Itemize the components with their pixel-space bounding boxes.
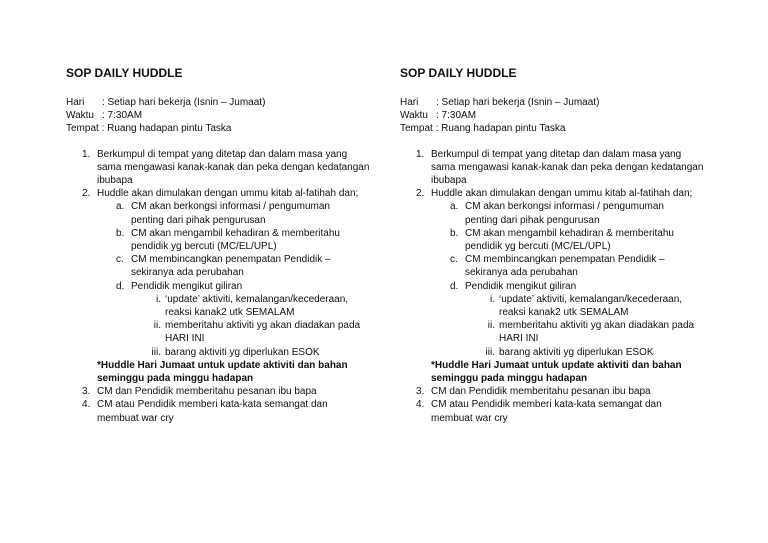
meta-block bbox=[400, 96, 730, 136]
note-line: seminggu pada minggu hadapan bbox=[97, 373, 254, 385]
item-line: penting dari pihak pengurusan bbox=[465, 214, 600, 226]
item-number: a. bbox=[450, 201, 459, 213]
meta-value: : 7:30AM bbox=[102, 110, 143, 122]
note-line: *Huddle Hari Jumaat untuk update aktiviti dan bahan bbox=[431, 359, 682, 371]
friday-note bbox=[400, 359, 730, 385]
list-item bbox=[66, 319, 396, 345]
item-line: CM membincangkan penempatan Pendidik – bbox=[131, 254, 331, 266]
document-title: SOP DAILY HUDDLE bbox=[400, 66, 517, 80]
meta-row-hari bbox=[66, 96, 396, 109]
item-line: Berkumpul di tempat yang ditetap dan dalam masa yang bbox=[431, 148, 682, 160]
meta-value: : Ruang hadapan pintu Taska bbox=[435, 123, 566, 135]
item-line: ‘update’ aktiviti, kemalangan/kecederaan, bbox=[499, 293, 683, 305]
item-line: sekiranya ada perubahan bbox=[131, 267, 244, 279]
item-line: reaksi kanak2 utk SEMALAM bbox=[499, 307, 629, 319]
item-line: Huddle akan dimulakan dengan ummu kitab al-fatihah dan; bbox=[97, 188, 359, 200]
item-line: CM akan berkongsi informasi / pengumuman bbox=[465, 201, 664, 213]
item-number: 2. bbox=[82, 188, 91, 200]
item-number: 3. bbox=[416, 386, 425, 398]
item-number: i. bbox=[490, 293, 495, 305]
item-line: penting dari pihak pengurusan bbox=[131, 214, 266, 226]
item-number: iii. bbox=[151, 346, 161, 358]
item-line: memberitahu aktiviti yg akan diadakan pada bbox=[499, 320, 695, 332]
item-number: a. bbox=[116, 201, 125, 213]
item-line: ibubapa bbox=[431, 175, 467, 187]
item-number: i. bbox=[156, 293, 161, 305]
list-item bbox=[66, 253, 396, 279]
item-number: 1. bbox=[82, 148, 91, 160]
sop-document-left bbox=[66, 66, 396, 425]
item-number: b. bbox=[450, 227, 459, 239]
list-item bbox=[66, 227, 396, 253]
item-number: 3. bbox=[82, 386, 91, 398]
document-title: SOP DAILY HUDDLE bbox=[66, 66, 183, 80]
list-item bbox=[66, 398, 396, 424]
note-line: seminggu pada minggu hadapan bbox=[431, 373, 588, 385]
sop-document-right bbox=[400, 66, 730, 425]
list-item bbox=[400, 293, 730, 319]
list-item bbox=[66, 187, 396, 200]
item-line: CM atau Pendidik memberi kata-kata semangat dan bbox=[97, 399, 328, 411]
item-line: sama mengawasi kanak-kanak dan peka dengan kedatangan bbox=[431, 161, 704, 173]
item-line: Pendidik mengikut giliran bbox=[131, 280, 243, 292]
item-line: CM dan Pendidik memberitahu pesanan ibu bapa bbox=[431, 386, 651, 398]
item-line: CM membincangkan penempatan Pendidik – bbox=[465, 254, 665, 266]
list-item bbox=[400, 200, 730, 226]
item-line: Pendidik mengikut giliran bbox=[465, 280, 577, 292]
item-line: CM atau Pendidik memberi kata-kata semangat dan bbox=[431, 399, 662, 411]
list-item bbox=[400, 148, 730, 188]
list-item bbox=[66, 293, 396, 319]
item-number: ii. bbox=[153, 320, 161, 332]
list-item bbox=[400, 319, 730, 345]
list-item bbox=[400, 253, 730, 279]
list-item bbox=[400, 346, 730, 359]
list-item bbox=[66, 346, 396, 359]
item-number: iii. bbox=[485, 346, 495, 358]
item-line: HARI INI bbox=[499, 333, 539, 345]
list-item bbox=[400, 385, 730, 398]
list-item bbox=[400, 187, 730, 200]
item-number: ii. bbox=[487, 320, 495, 332]
item-line: memberitahu aktiviti yg akan diadakan pada bbox=[165, 320, 361, 332]
meta-label: Hari bbox=[66, 97, 85, 108]
meta-label: Waktu bbox=[66, 110, 94, 122]
item-number: 4. bbox=[82, 399, 91, 411]
list-item bbox=[66, 200, 396, 226]
item-line: CM akan mengambil kehadiran & memberitahu bbox=[131, 227, 340, 239]
item-line: barang aktiviti yg diperlukan ESOK bbox=[499, 346, 654, 358]
item-number: c. bbox=[116, 254, 124, 266]
item-number: 2. bbox=[416, 188, 425, 200]
item-line: sekiranya ada perubahan bbox=[465, 267, 578, 279]
list-item bbox=[66, 385, 396, 398]
item-number: d. bbox=[116, 280, 125, 292]
procedure-list bbox=[66, 148, 396, 425]
item-number: 4. bbox=[416, 399, 425, 411]
item-number: 1. bbox=[416, 148, 425, 160]
procedure-list bbox=[400, 148, 730, 425]
meta-row-waktu bbox=[66, 109, 396, 122]
item-line: CM akan mengambil kehadiran & memberitahu bbox=[465, 227, 674, 239]
item-line: CM akan berkongsi informasi / pengumuman bbox=[131, 201, 330, 213]
item-line: HARI INI bbox=[165, 333, 205, 345]
item-line: Berkumpul di tempat yang ditetap dan dalam masa yang bbox=[97, 148, 348, 160]
meta-value: : Setiap hari bekerja (Isnin – Jumaat) bbox=[436, 97, 600, 108]
meta-label: Tempat bbox=[66, 123, 99, 135]
meta-value: : Setiap hari bekerja (Isnin – Jumaat) bbox=[102, 97, 266, 108]
item-line: ‘update’ aktiviti, kemalangan/kecederaan, bbox=[165, 293, 349, 305]
item-line: barang aktiviti yg diperlukan ESOK bbox=[165, 346, 320, 358]
note-line: *Huddle Hari Jumaat untuk update aktiviti dan bahan bbox=[97, 359, 348, 371]
meta-row-tempat bbox=[400, 122, 730, 135]
list-item bbox=[400, 398, 730, 424]
item-line: Huddle akan dimulakan dengan ummu kitab al-fatihah dan; bbox=[431, 188, 693, 200]
item-line: sama mengawasi kanak-kanak dan peka dengan kedatangan bbox=[97, 161, 370, 173]
meta-row-hari bbox=[400, 96, 730, 109]
item-line: reaksi kanak2 utk SEMALAM bbox=[165, 307, 295, 319]
meta-row-waktu bbox=[400, 109, 730, 122]
meta-value: : 7:30AM bbox=[436, 110, 477, 122]
item-number: c. bbox=[450, 254, 458, 266]
list-item bbox=[400, 280, 730, 293]
list-item bbox=[400, 227, 730, 253]
item-line: membuat war cry bbox=[431, 412, 508, 424]
meta-block bbox=[66, 96, 396, 136]
meta-label: Tempat bbox=[400, 123, 433, 135]
item-line: membuat war cry bbox=[97, 412, 174, 424]
meta-value: : Ruang hadapan pintu Taska bbox=[101, 123, 232, 135]
friday-note bbox=[66, 359, 396, 385]
item-number: d. bbox=[450, 280, 459, 292]
item-line: CM dan Pendidik memberitahu pesanan ibu bapa bbox=[97, 386, 317, 398]
item-line: pendidik yg bercuti (MC/EL/UPL) bbox=[465, 241, 611, 253]
meta-label: Waktu bbox=[400, 110, 428, 122]
item-number: b. bbox=[116, 227, 125, 239]
item-line: ibubapa bbox=[97, 175, 133, 187]
meta-row-tempat bbox=[66, 122, 396, 135]
meta-label: Hari bbox=[400, 97, 419, 108]
list-item bbox=[66, 280, 396, 293]
item-line: pendidik yg bercuti (MC/EL/UPL) bbox=[131, 241, 277, 253]
list-item bbox=[66, 148, 396, 188]
